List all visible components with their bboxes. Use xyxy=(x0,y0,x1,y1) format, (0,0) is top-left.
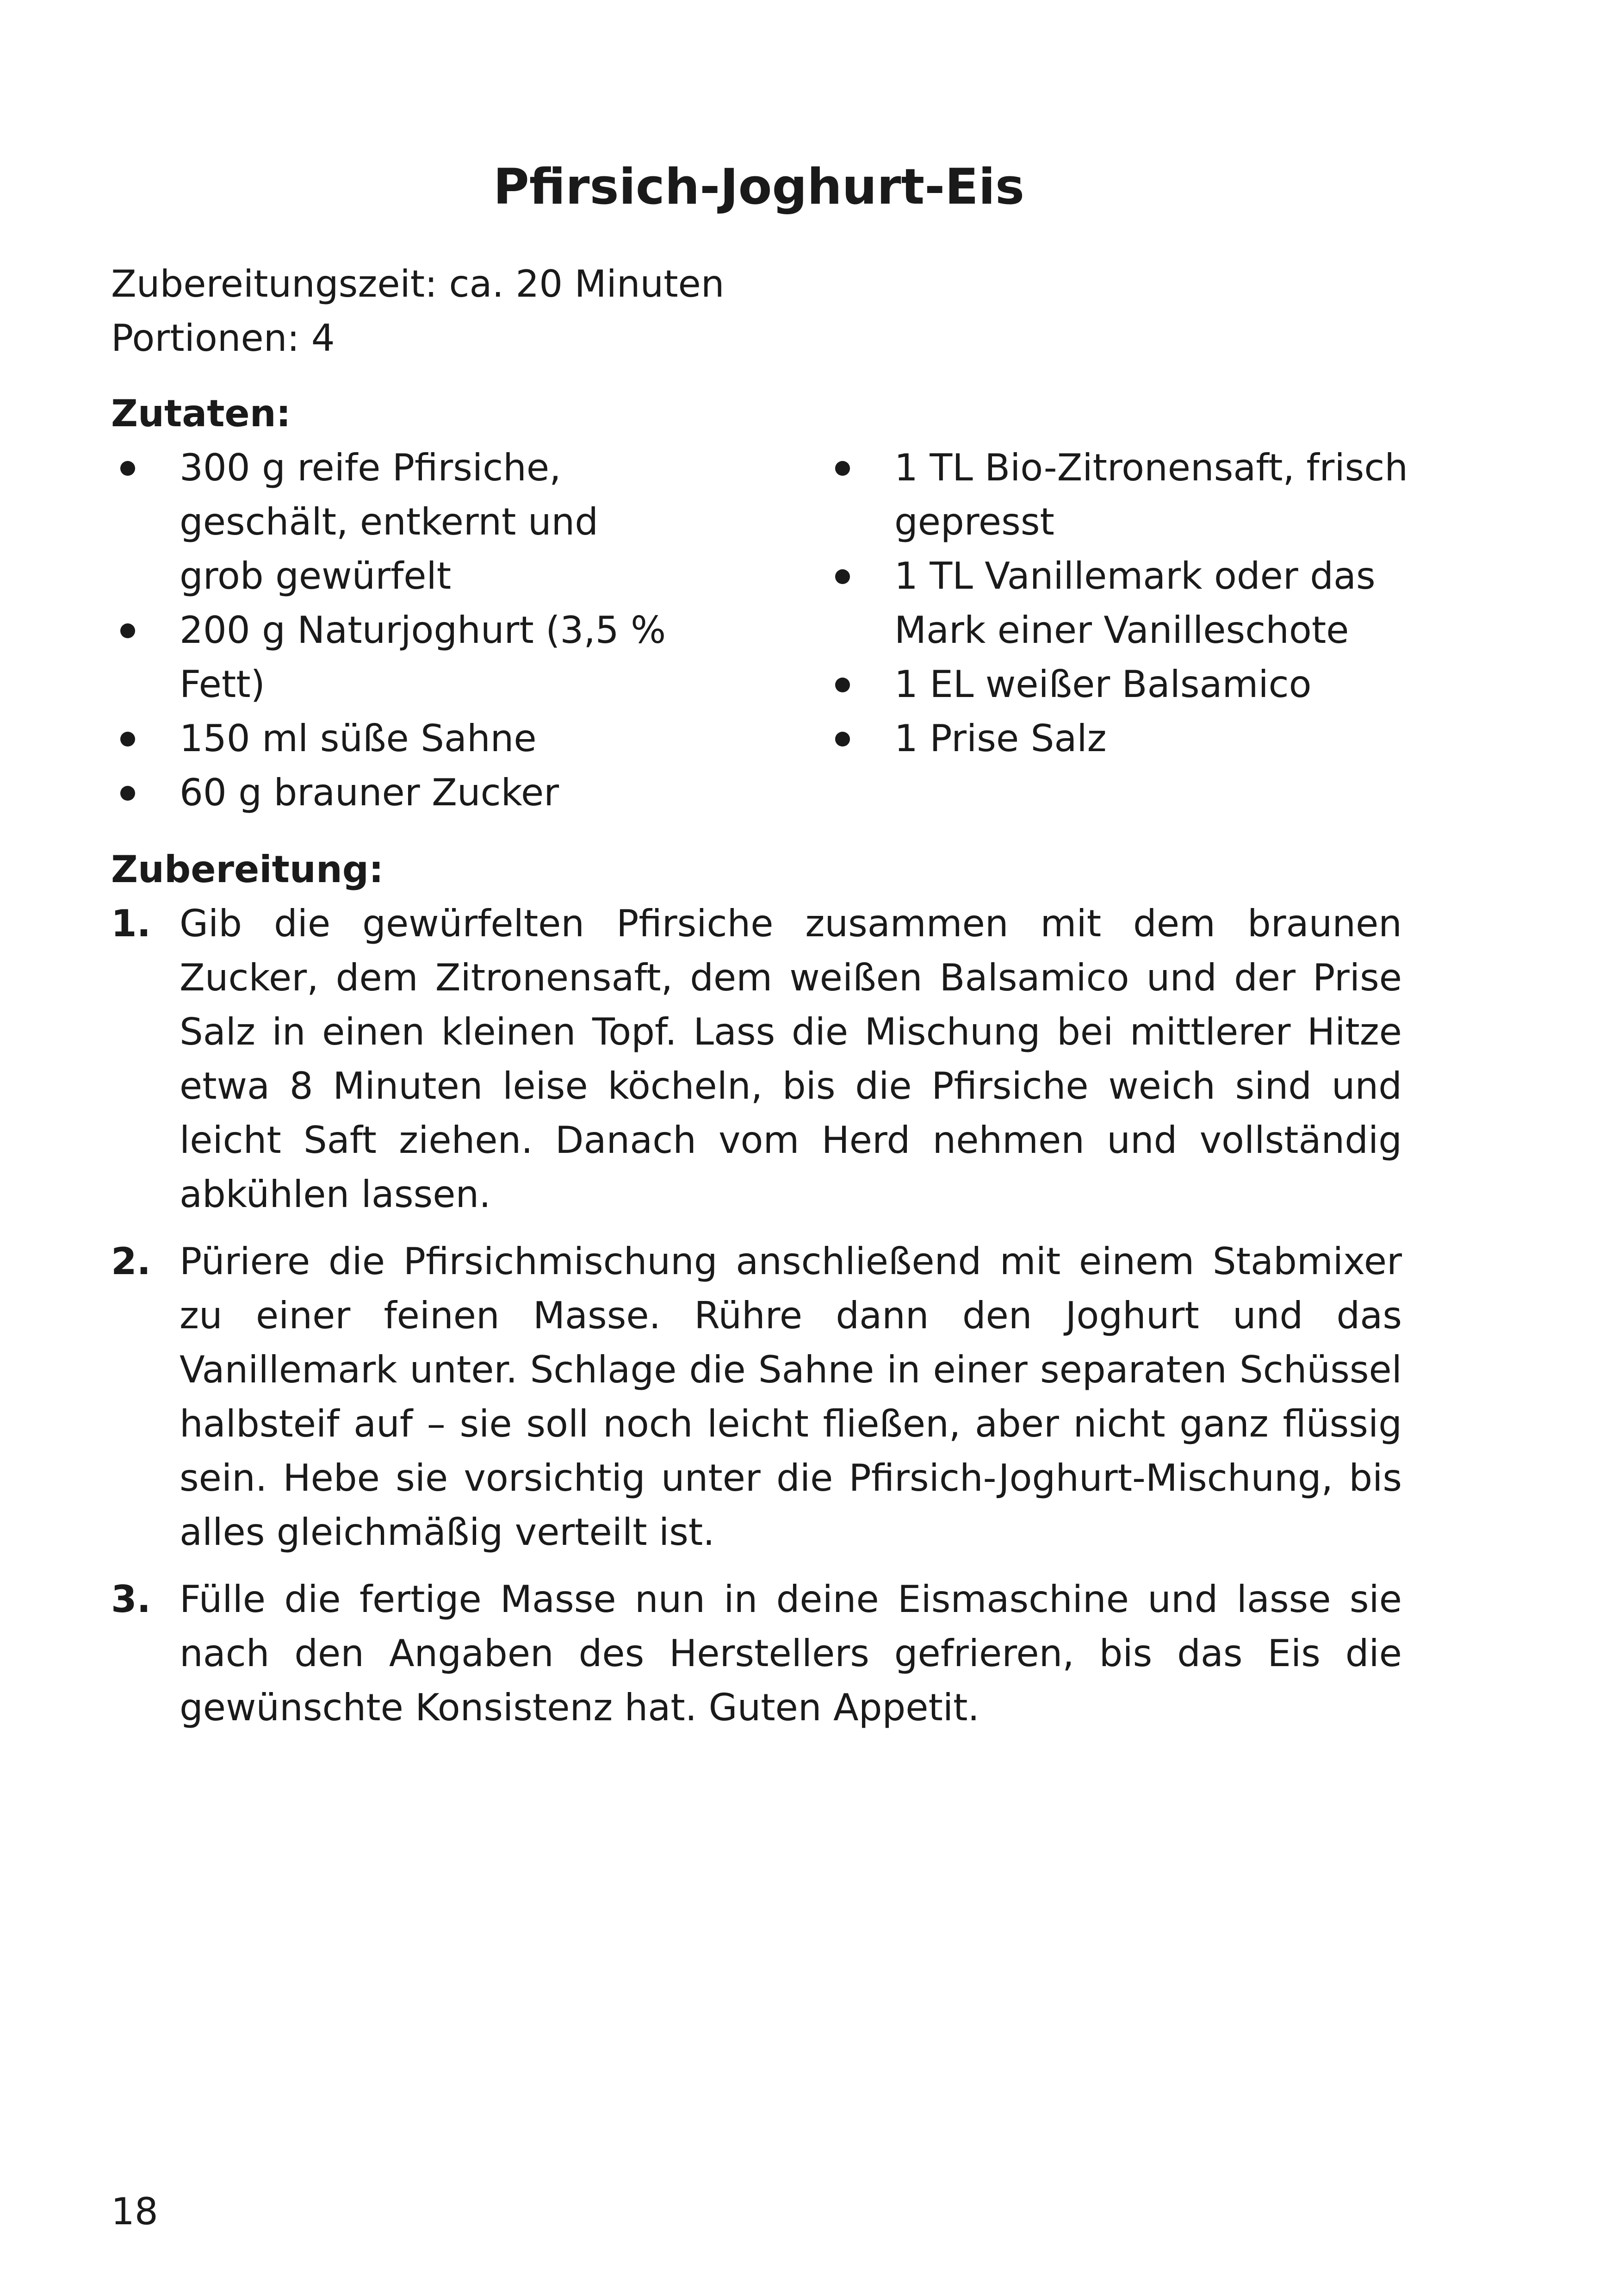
ingredient-text: 150 ml süße Sahne xyxy=(180,717,537,760)
step-text: Püriere die Pfirsichmischung anschließend mit einem Stabmixer zu einer feinen Masse. Rühre dann den Joghurt und das Vanillemark unter. Schlage die Sahne in einer separaten Schüssel halbsteif auf – sie soll noch leicht fließen, aber nicht ganz flüssig sein. Hebe sie vorsichtig unter die Pfirsich-Joghurt-Mischung, bis alles gleichmäßig verteilt ist. xyxy=(180,1240,1402,1554)
step-number: 1. xyxy=(111,902,151,945)
ingredients-list-right xyxy=(826,441,1427,765)
ingredient-text: 1 EL weißer Balsamico xyxy=(894,663,1312,706)
preparation-steps xyxy=(111,896,1402,1748)
ingredient-item xyxy=(826,549,1427,657)
bullet-icon xyxy=(120,461,135,476)
page-number: 18 xyxy=(111,2190,158,2233)
bullet-icon xyxy=(120,732,135,747)
ingredient-item xyxy=(826,711,1427,765)
ingredient-item xyxy=(826,441,1427,549)
step-item xyxy=(111,1572,1402,1735)
step-text: Fülle die fertige Masse nun in deine Eismaschine und lasse sie nach den Angaben des Herstellers gefrieren, bis das Eis die gewünschte Konsistenz hat. Guten Appetit. xyxy=(180,1578,1402,1729)
step-number: 2. xyxy=(111,1240,151,1283)
step-number: 3. xyxy=(111,1578,151,1621)
preparation-heading: Zubereitung: xyxy=(111,848,384,891)
ingredient-item xyxy=(111,603,666,711)
ingredients-heading: Zutaten: xyxy=(111,392,291,435)
ingredient-text: 1 Prise Salz xyxy=(894,717,1107,760)
bullet-icon xyxy=(835,569,850,584)
recipe-page xyxy=(111,0,1407,2296)
bullet-icon xyxy=(835,678,850,692)
recipe-meta xyxy=(111,257,725,365)
step-text: Gib die gewürfelten Pfirsiche zusammen mit dem braunen Zucker, dem Zitronensaft, dem weißen Balsamico und der Prise Salz in einen kleinen Topf. Lass die Mischung bei mittlerer Hitze etwa 8 Minuten leise köcheln, bis die Pfirsiche weich sind und leicht Saft ziehen. Danach vom Herd nehmen und vollständig abkühlen lassen. xyxy=(180,902,1402,1216)
ingredient-item xyxy=(111,765,666,820)
ingredient-text: 1 TL Vanillemark oder das Mark einer Vanilleschote xyxy=(894,554,1376,652)
ingredient-item xyxy=(111,711,666,765)
ingredient-text: 1 TL Bio-Zitronensaft, frisch gepresst xyxy=(894,446,1408,543)
recipe-title: Pfirsich-Joghurt-Eis xyxy=(493,158,1025,215)
ingredient-text: 300 g reife Pfirsiche, geschält, entkernt und grob gewürfelt xyxy=(180,446,598,597)
step-item xyxy=(111,1234,1402,1559)
step-item xyxy=(111,896,1402,1221)
ingredient-item xyxy=(111,441,666,603)
servings: Portionen: 4 xyxy=(111,317,335,360)
bullet-icon xyxy=(835,461,850,476)
ingredients-list-left xyxy=(111,441,666,820)
bullet-icon xyxy=(835,732,850,747)
ingredient-item xyxy=(826,657,1427,711)
ingredient-text: 60 g brauner Zucker xyxy=(180,771,559,814)
ingredient-text: 200 g Naturjoghurt (3,5 % Fett) xyxy=(180,609,666,706)
bullet-icon xyxy=(120,623,135,638)
prep-time: Zubereitungszeit: ca. 20 Minuten xyxy=(111,262,725,305)
bullet-icon xyxy=(120,786,135,801)
